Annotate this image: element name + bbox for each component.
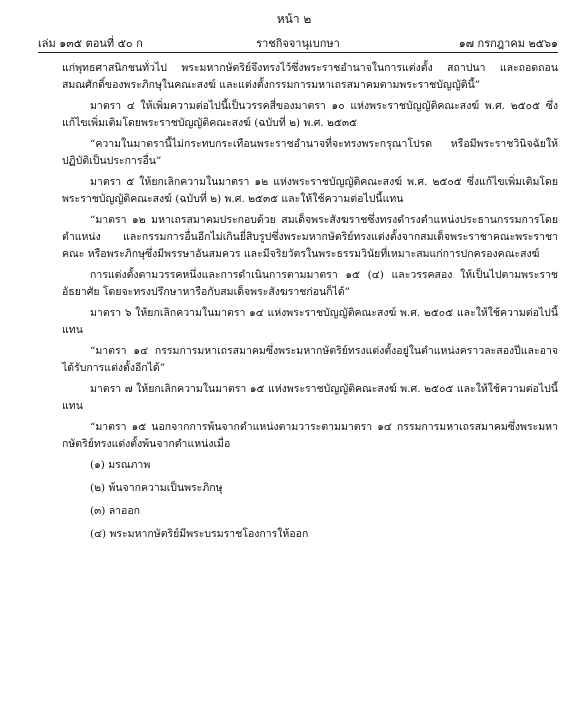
section-12-text: “มาตรา ๑๒ มหาเถรสมาคมประกอบด้วย สมเด็จพระสังฆราชซึ่งทรงดำรงตำแหน่งประธานกรรมการโดยตำแหน่ง และกรรมการอื่นอีกไม่เกินยี่สิบรูปซึ่งพระมหากษัตริย์ทรงแต่งตั้งจากสมเด็จพระราชาคณะพระราชาคณะ หรือพระภิกษุซึ่งมีพรรษาอันสมควร และมีจริยวัตรในพระธรรมวินัยที่เหมาะสมแก่การปกครองคณะสงฆ์ xyxy=(62,214,558,260)
list-item: (๓) ลาออก xyxy=(90,505,141,517)
header-divider xyxy=(38,52,558,53)
termination-list xyxy=(62,457,558,543)
list-item: (๒) พ้นจากความเป็นพระภิกษุ xyxy=(90,482,223,494)
list-item: (๑) มรณภาพ xyxy=(90,459,151,471)
publication-date: ๑๗ กรกฎาคม ๒๕๖๑ xyxy=(458,37,558,50)
section-15-text: “มาตรา ๑๕ นอกจากการพ้นจากตำแหน่งตามวาระตามมาตรา ๑๔ กรรมการมหาเถรสมาคมซึ่งพระมหากษัตริย์ทรงแต่งตั้งพ้นจากตำแหน่งเมื่อ xyxy=(62,421,558,450)
page-number: หน้า ๒ xyxy=(276,12,312,26)
section-12-para-2: การแต่งตั้งตามวรรคหนึ่งและการดำเนินการตามมาตรา ๑๕ (๔) และวรรคสอง ให้เป็นไปตามพระราชอัธยาศัย โดยจะทรงปรึกษาหารือกับสมเด็จพระสังฆราชก่อนก็ได้” xyxy=(62,269,558,298)
list-item: (๔) พระมหากษัตริย์มีพระบรมราชโองการให้ออก xyxy=(90,528,309,540)
volume-issue: เล่ม ๑๓๕ ตอนที่ ๕๐ ก xyxy=(38,37,143,50)
section-4: มาตรา ๔ ให้เพิ่มความต่อไปนี้เป็นวรรคสี่ของมาตรา ๑๐ แห่งพระราชบัญญัติคณะสงฆ์ พ.ศ. ๒๕๐๕ ซึ่งแก้ไขเพิ่มเติมโดยพระราชบัญญัติคณะสงฆ์ (ฉบับที่ ๒) พ.ศ. ๒๕๓๕ xyxy=(62,100,558,129)
paragraph-continuation: แก่พุทธศาสนิกชนทั่วไป พระมหากษัตริย์จึงทรงไว้ซึ่งพระราชอำนาจในการแต่งตั้ง สถาปนา และถอดถอนสมณศักดิ์ของพระภิกษุในคณะสงฆ์ และแต่งตั้งกรรมการมหาเถรสมาคมตามพระราชบัญญัตินี้” xyxy=(62,62,558,91)
gazette-title: ราชกิจจานุเบกษา xyxy=(256,37,340,50)
section-5: มาตรา ๕ ให้ยกเลิกความในมาตรา ๑๒ แห่งพระราชบัญญัติคณะสงฆ์ พ.ศ. ๒๕๐๕ ซึ่งแก้ไขเพิ่มเติมโดยพระราชบัญญัติคณะสงฆ์ (ฉบับที่ ๒) พ.ศ. ๒๕๓๕ และให้ใช้ความต่อไปนี้แทน xyxy=(62,176,558,205)
section-4-text: “ความในมาตรานี้ไม่กระทบกระเทือนพระราชอำนาจที่จะทรงพระกรุณาโปรด หรือมีพระราชวินิจฉัยให้ปฏิบัติเป็นประการอื่น” xyxy=(62,138,558,167)
section-6: มาตรา ๖ ให้ยกเลิกความในมาตรา ๑๔ แห่งพระราชบัญญัติคณะสงฆ์ พ.ศ. ๒๕๐๕ และให้ใช้ความต่อไปนี้แทน xyxy=(62,307,558,336)
section-7: มาตรา ๗ ให้ยกเลิกความในมาตรา ๑๕ แห่งพระราชบัญญัติคณะสงฆ์ พ.ศ. ๒๕๐๕ และให้ใช้ความต่อไปนี้แทน xyxy=(62,383,558,412)
section-14-text: “มาตรา ๑๔ กรรมการมหาเถรสมาคมซึ่งพระมหากษัตริย์ทรงแต่งตั้งอยู่ในตำแหน่งคราวละสองปีและอาจได้รับการแต่งตั้งอีกได้” xyxy=(62,345,558,374)
document-body xyxy=(62,60,558,549)
